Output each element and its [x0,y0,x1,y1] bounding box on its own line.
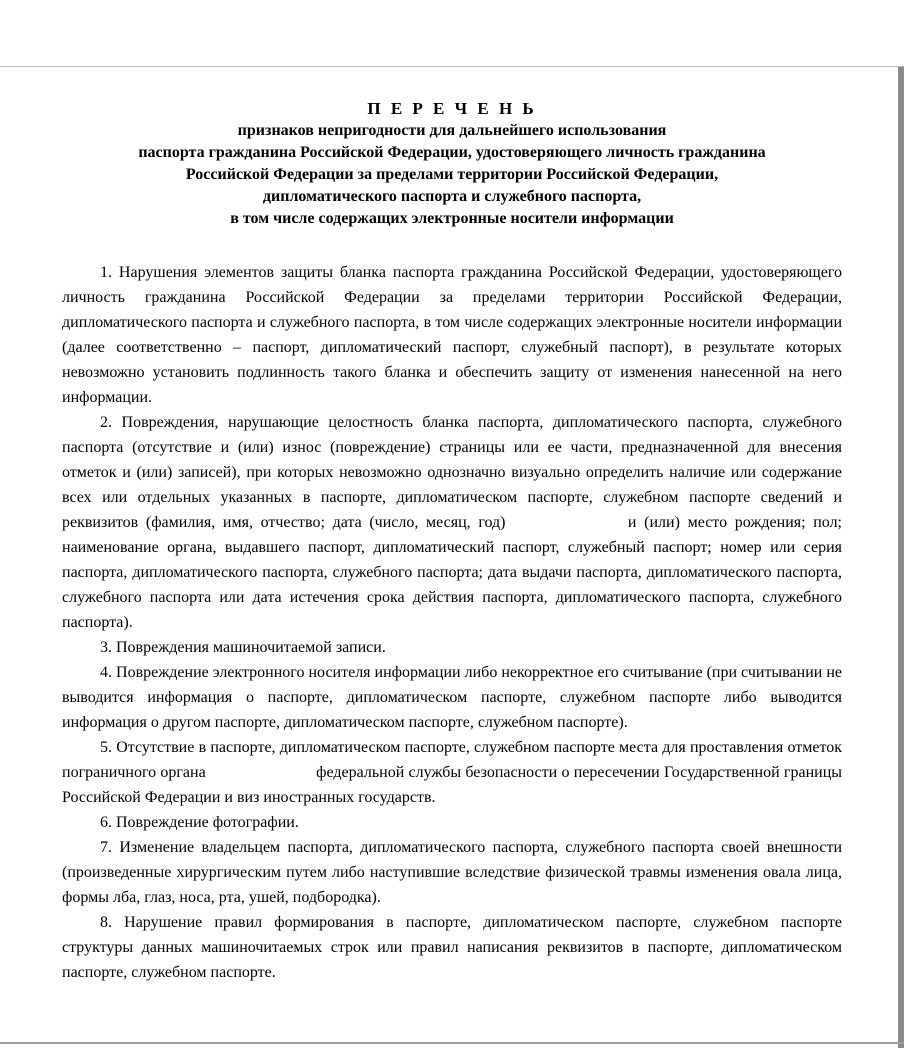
paragraph-6: 6. Повреждение фотографии. [100,814,299,831]
document-heading [62,98,842,230]
paragraph-2: 2. Повреждения, нарушающие целостность бланка паспорта, дипломатического паспорта, служебного паспорта (отсутствие и (или) износ (повреждение) страницы или ее части, предназначенной для внесения отметок и (или) записей), при которых невозможно однозначно визуально определить наличие или содержание всех или отдельных указанных в паспорте, дипломатическом паспорте, служебном паспорте сведений и реквизитов (фамилия, имя, отчество; дата (число, месяц, год) и (или) место рождения; пол; наименование органа, выдавшего паспорт, дипломатический паспорт, служебный паспорт; номер или серия паспорта, дипломатического паспорта, служебного паспорта; дата выдачи паспорта, дипломатического паспорта, служебного паспорта или дата истечения срока действия паспорта, дипломатического паспорта, служебного паспорта). [62,414,842,631]
document-subtitle-line-2: паспорта гражданина Российской Федерации, удостоверяющего личность гражданина [138,144,766,161]
page-top-edge [0,66,904,67]
document-subtitle-line-3: Российской Федерации за пределами территории Российской Федерации, [185,166,719,183]
page-bottom-edge [0,1042,904,1044]
page-right-edge-shadow [898,67,904,1048]
paragraph-4: 4. Повреждение электронного носителя информации либо некорректное его считывание (при считывании не выводится информация о паспорте, дипломатическом паспорте, служебном паспорте либо выводится информация о другом паспорте, дипломатическом паспорте, служебном паспорте). [62,664,842,731]
paragraph-3: 3. Повреждения машиночитаемой записи. [100,639,386,656]
document-subtitle-line-1: признаков непригодности для дальнейшего использования [237,122,667,139]
document-content [62,98,842,985]
paragraph-7: 7. Изменение владельцем паспорта, дипломатического паспорта, служебного паспорта своей внешности (произведенные хирургическим путем либо наступившие вследствие физической травмы изменения овала лица, формы лба, глаз, носа, рта, ушей, подбородка). [62,839,842,906]
document-subtitle-line-5: в том числе содержащих электронные носители информации [230,210,674,227]
paragraph-1: 1. Нарушения элементов защиты бланка паспорта гражданина Российской Федерации, удостоверяющего личность гражданина Российской Федерации за пределами территории Российской Федерации, дипломатического паспорта и служебного паспорта, в том числе содержащих электронные носители информации (далее соответственно – паспорт, дипломатический паспорт, служебный паспорт), в результате которых невозможно установить подлинность такого бланка и обеспечить защиту от изменения нанесенной на него информации. [62,264,842,406]
document-body [62,260,842,985]
document-title: П Е Р Е Ч Е Н Ь [367,99,537,118]
paragraph-5: 5. Отсутствие в паспорте, дипломатическом паспорте, служебном паспорте места для проставления отметок пограничного органа федеральной службы безопасности о пересечении Государственной границы Российской Федерации и виз иностранных государств. [62,739,842,806]
paragraph-8: 8. Нарушение правил формирования в паспорте, дипломатическом паспорте, служебном паспорте структуры данных машиночитаемых строк или правил написания реквизитов в паспорте, дипломатическом паспорте, служебном паспорте. [62,914,842,981]
document-subtitle-line-4: дипломатического паспорта и служебного паспорта, [262,188,642,205]
